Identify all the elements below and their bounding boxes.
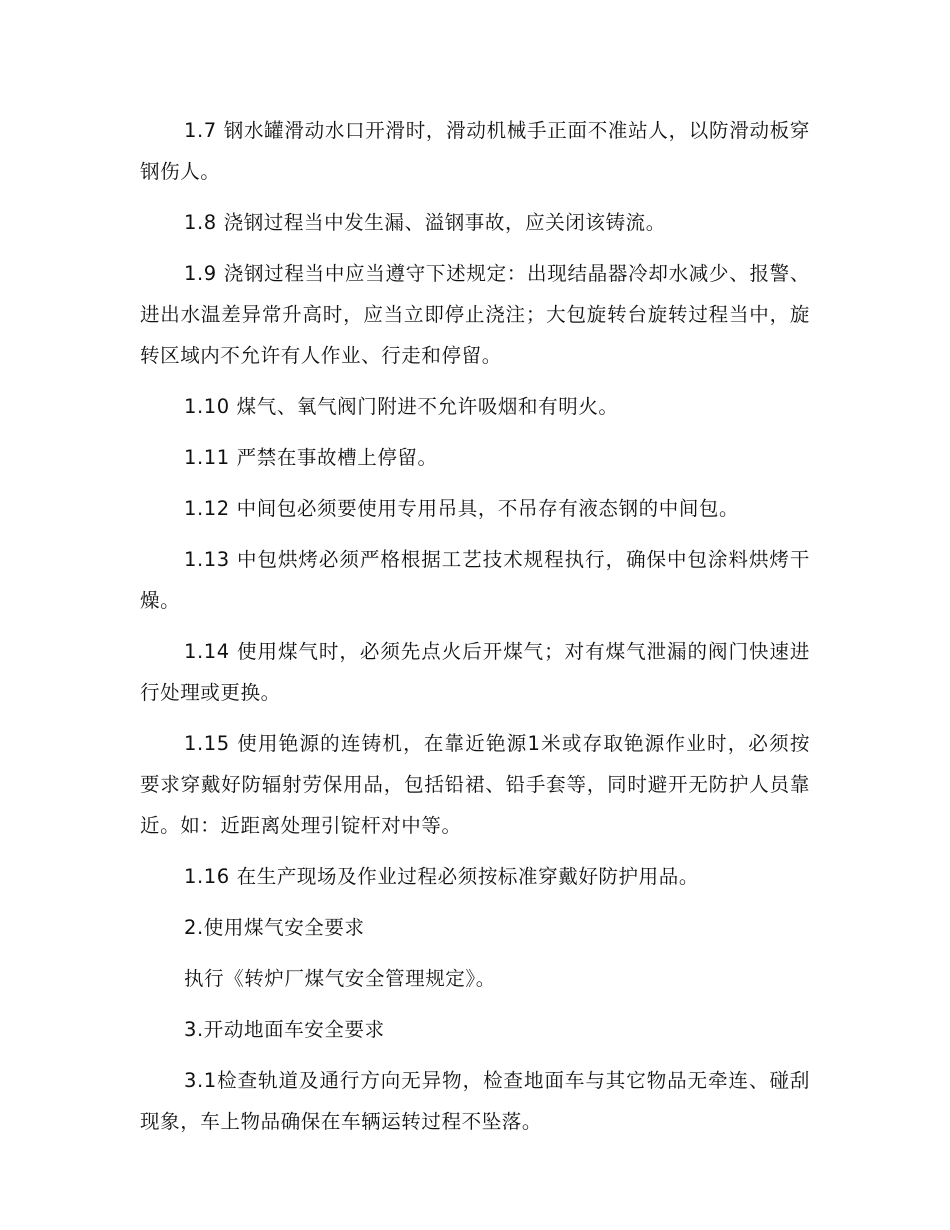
- paragraph-1-10: 1.10 煤气、氧气阀门附进不允许吸烟和有明火。: [184, 395, 619, 418]
- paragraph-3-1: 3.1检查轨道及通行方向无异物，检查地面车与其它物品无牵连、碰刮现象，车上物品确保在车辆运转过程不坠落。: [140, 1069, 810, 1133]
- paragraph-1-9: 1.9 浇钢过程当中应当遵守下述规定：出现结晶器冷却水减少、报警、进出水温差异常升高时，应当立即停止浇注；大包旋转台旋转过程当中，旋转区域内不允许有人作业、行走和停留。: [140, 262, 810, 367]
- paragraph-1-13: 1.13 中包烘烤必须严格根据工艺技术规程执行，确保中包涂料烘烤干燥。: [140, 548, 810, 612]
- paragraph-1-15: 1.15 使用铯源的连铸机，在靠近铯源1米或存取铯源作业时，必须按要求穿戴好防辐射劳保用品，包括铅裙、铅手套等，同时避开无防护人员靠近。如：近距离处理引锭杆对中等。: [140, 732, 810, 837]
- paragraph-1-12: 1.12 中间包必须要使用专用吊具，不吊存有液态钢的中间包。: [184, 497, 740, 520]
- paragraph-1-8: 1.8 浇钢过程当中发生漏、溢钢事故，应关闭该铸流。: [184, 211, 666, 234]
- paragraph-1-16: 1.16 在生产现场及作业过程必须按标准穿戴好防护用品。: [184, 865, 699, 888]
- paragraph-execute-regulation: 执行《转炉厂煤气安全管理规定》。: [184, 967, 496, 990]
- paragraph-1-7: 1.7 钢水罐滑动水口开滑时，滑动机械手正面不准站人，以防滑动板穿钢伤人。: [140, 119, 810, 183]
- section-heading-2: 2.使用煤气安全要求: [184, 916, 365, 939]
- paragraph-1-14: 1.14 使用煤气时，必须先点火后开煤气；对有煤气泄漏的阀门快速进行处理或更换。: [140, 640, 810, 704]
- paragraph-1-11: 1.11 严禁在事故槽上停留。: [184, 446, 438, 469]
- section-heading-3: 3.开动地面车安全要求: [184, 1018, 385, 1041]
